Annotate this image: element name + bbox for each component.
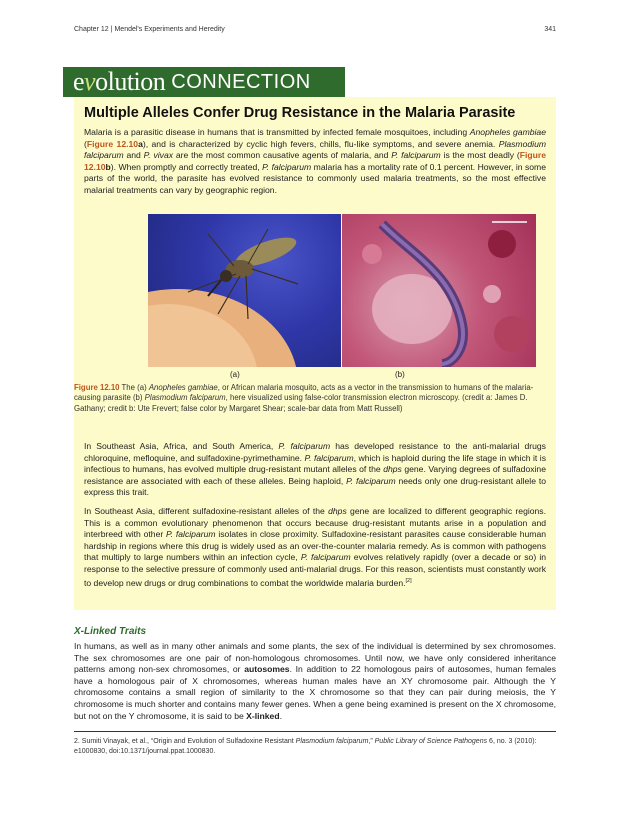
text: ). When promptly and correctly treated, (110, 161, 263, 172)
evolution-connection-banner (63, 67, 345, 97)
connection-logo: CONNECTION (171, 70, 311, 93)
feature-title: Multiple Alleles Confer Drug Resistance in the Malaria Parasite (84, 105, 516, 121)
text: The (a) (119, 383, 149, 392)
journal-name: Public Library of Science Pathogens (374, 738, 488, 745)
gene-name: dhps (328, 506, 347, 516)
species-name: P. falciparum (300, 552, 351, 563)
text: ,” (368, 738, 375, 745)
feature-paragraph-1 (84, 127, 546, 197)
logo-e: e (73, 67, 85, 96)
species-name: Plasmodium falciparum (295, 738, 369, 745)
text: is the most deadly ( (440, 150, 520, 161)
footnote (74, 737, 556, 756)
text: gene are localized to different geographic regions. This is a common evolutionary phenomenon that occurs because drug-resistant mutants arise in a population and interbreed with other (84, 506, 546, 540)
separator: | (110, 26, 113, 33)
text: are the most common causative agents of malaria, and (173, 150, 392, 161)
feature-box (74, 97, 556, 610)
species-name: P. falciparum (346, 475, 396, 486)
figure-label-a: (a) (230, 370, 240, 379)
evolution-logo (63, 67, 165, 97)
text: malaria has a mortality rate of 0.1 percent. However, in some parts of the world, the parasite has evolved resistance to commonly used malaria treatments, so the most effective malarial treatments can vary by geographic region. (84, 161, 546, 195)
species-name: P. falciparum (262, 161, 312, 172)
text: In humans, as well as in many other animals and some plants, the sex of the individual is determined by sex chromosomes. The sex chromosomes are one pair of non-homologous chromosomes. Until now, we have only considered inheritance patterns among non-sex chromosomes, or (74, 641, 556, 675)
text: and (123, 150, 144, 161)
figure-caption (74, 383, 546, 414)
species-name: Anopheles gambiae (469, 127, 546, 137)
parasite-micrograph (342, 214, 536, 367)
footnote-marker[interactable]: [2] (405, 577, 412, 584)
figure-panel: a (138, 138, 143, 149)
text: ), and is characterized by cyclic high fevers, chills, flu-like symptoms, and severe anemia. (142, 138, 499, 149)
text: , here visualized using false-color transmission electron microscopy. (credit a: James D. Gathany; credit b: Ute Frevert; false color by Margaret Shear; scale-bar data from Matt Russell) (74, 393, 528, 413)
figure-ref: Figure 12.10 (86, 138, 139, 149)
text: isolates in close proximity. Sulfadoxine-resistant parasites cause considerable human hardship in regions where this drug is widely used as an over-the-counter malaria remedy. As is common with pathogens that multiply to large numbers within an infection cycle, (84, 529, 547, 563)
key-term: X-linked (246, 710, 280, 721)
text: has developed resistance to the anti-malarial drugs chloroquine, mefloquine, and sulfadoxine-pyrimethamine. (84, 441, 546, 463)
text: gene. Varying degrees of sulfadoxine resistance are associated with each of these alleles. Being haploid, (84, 464, 546, 486)
text: In Southeast Asia, different sulfadoxine-resistant alleles of the (84, 506, 329, 516)
text: . In addition to 22 homologous pairs of autosomes, human females have a homologous pair of X chromosomes, whereas human males have an XY chromosome pair. Although the Y chromosome contains a small region of similarity to the X chromosome so that they can pair during meiosis, the Y chromosome is much shorter and contains many fewer genes. When a gene being examined is present on the X chromosome, but not on the Y chromosome, it is said to be (74, 664, 557, 721)
text: needs only one drug-resistant allele to express this trait. (84, 475, 547, 498)
figure-link[interactable] (87, 139, 138, 149)
feature-paragraph-2 (84, 441, 546, 499)
gene-name: dhps (383, 464, 402, 475)
text: , or African malaria mosquito, acts as a vector in the transmission to humans of the malaria-causing parasite (b) (74, 383, 534, 403)
text: . (279, 710, 282, 721)
species-name: Anopheles gambiae (148, 383, 218, 392)
text: In Southeast Asia, Africa, and South America, (84, 441, 279, 451)
species-name: P. falciparum (391, 150, 441, 161)
logo-olution: olution (95, 67, 166, 96)
running-head (74, 26, 556, 33)
text: Malaria is a parasitic disease in humans that is transmitted by infected female mosquitoes, including (84, 127, 470, 137)
text: evolves relatively rapidly (over a decade or so) in response to the selective pressure of commonly used anti-malarial drugs. For this reason, scientists must constantly work to develop new drugs or drug combinations to combat the worldwide malaria burden. (84, 552, 547, 588)
species-name: P. falciparum (304, 452, 354, 463)
chapter-title: Mendel's Experiments and Heredity (114, 26, 225, 33)
mosquito-illustration (148, 214, 341, 367)
mosquito-photo (148, 214, 341, 367)
species-name: Plasmodium falciparum (144, 393, 226, 403)
text: ( (84, 138, 87, 149)
species-name: P. falciparum (166, 529, 216, 540)
chapter-number: Chapter 12 (74, 26, 109, 33)
section-heading: X-Linked Traits (74, 626, 147, 637)
species-name: P. falciparum (278, 441, 331, 451)
micrograph-illustration (342, 214, 536, 367)
section-paragraph (74, 641, 556, 722)
species-name: Plasmodium falciparum (84, 138, 547, 161)
key-term: autosomes (244, 664, 290, 675)
species-name: P. vivax (143, 150, 174, 161)
figure-panel: b (105, 161, 111, 172)
chapter-info (74, 26, 225, 33)
page-number: 341 (544, 26, 556, 33)
logo-v: v (84, 67, 96, 96)
figure-ref: Figure 12.10 (84, 150, 546, 172)
text: 6, no. 3 (2010): e1000830, doi:10.1371/journal.ppat.1000830. (74, 738, 537, 755)
footnote-divider (74, 731, 556, 732)
text: , which is haploid during the life stage in which it is infectious to humans, has evolved multiple drug-resistant mutant alleles of the (84, 452, 546, 475)
caption-figure-number: Figure 12.10 (74, 383, 120, 392)
feature-paragraph-3 (84, 506, 546, 589)
text: 2. Sumiti Vinayak, et al., “Origin and Evolution of Sulfadoxine Resistant (74, 738, 296, 745)
figure-label-b: (b) (395, 370, 405, 379)
